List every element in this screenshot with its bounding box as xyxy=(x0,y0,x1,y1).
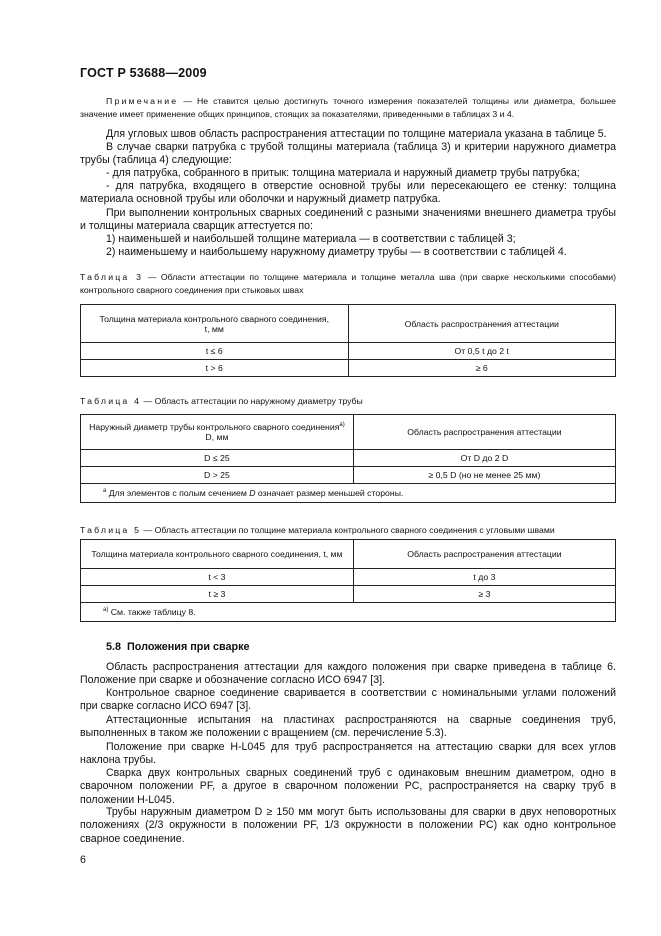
table4-caption: Таблица 4 — Область аттестации по наружному диаметру трубы xyxy=(80,396,363,406)
table-3 xyxy=(80,304,616,377)
paragraph: Контрольное сварное соединение сваривается в соответствии с номинальными углами положений при сварке согласно ИСО 6947 [3]. xyxy=(80,687,616,713)
table3-label: Таблица 3 xyxy=(80,272,144,282)
table3-header-range: Область распространения аттестации xyxy=(348,305,616,343)
paragraph: Аттестационные испытания на пластинах распространяются на сварные соединения труб, выполненных в таком же положении с вращением (см. перечисление 5.3). xyxy=(80,714,616,740)
table-5 xyxy=(80,539,616,622)
page-number: 6 xyxy=(80,854,86,866)
note-paragraph xyxy=(80,95,616,120)
table5-header-thickness: Толщина материала контрольного сварного соединения, t, мм xyxy=(81,540,354,569)
table3-header-thickness: Толщина материала контрольного сварного соединения, t, мм xyxy=(81,305,349,343)
table-row: t ≥ 3 ≥ 3 xyxy=(81,586,616,603)
table-row: t ≤ 6 От 0,5 t до 2 t xyxy=(81,343,616,360)
note-text: — Не ставится целью достигнуть точного измерения показателей толщины или диаметра, большее значение имеет применение общих принципов, стоящих за показателями, приведенными в таблицах 3 и 4. xyxy=(80,96,616,119)
paragraph: Область распространения аттестации для каждого положения при сварке приведена в таблице 6. Положение при сварке и обозначение согласно ИСО 6947 [3]. xyxy=(80,661,616,687)
list-item: 1) наименьшей и наибольшей толщине материала — в соответствии с таблицей 3; xyxy=(106,233,516,245)
list-item: 2) наименьшему и наибольшему наружному диаметру трубы — в соответствии с таблицей 4. xyxy=(106,246,567,258)
paragraph: Положение при сварке H-L045 для труб распространяется на аттестацию сварки для всех углов наклона трубы. xyxy=(80,741,616,767)
table4-header-range: Область распространения аттестации xyxy=(353,415,615,450)
paragraph: При выполнении контрольных сварных соединений с разными значениями внешнего диаметра трубы и толщины материала сварщик аттестуется по: xyxy=(80,207,616,233)
table5-caption: Таблица 5 — Область аттестации по толщине материала контрольного сварного соединения с угловыми швами xyxy=(80,525,555,535)
paragraph: Для угловых швов область распространения аттестации по толщине материала указана в таблице 5. xyxy=(106,128,607,140)
paragraph: Сварка двух контрольных сварных соединений труб с одинаковым внешним диаметром, одно в сварочном положении PF, а другое в сварочном положении PC, распространяется на сварку труб в положении H-L045. xyxy=(80,767,616,806)
document-header: ГОСТ Р 53688—2009 xyxy=(80,66,207,80)
table4-header-diameter: Наружный диаметр трубы контрольного сварного соединения$^{a)}$ D, мм xyxy=(81,415,354,450)
table-footnote: $^{a)}$ См. также таблицу 8. xyxy=(81,603,616,622)
section-heading: 5.8 Положения при сварке xyxy=(106,641,250,653)
note-label: Примечание xyxy=(106,96,179,106)
table4-label: Таблица 4 xyxy=(80,396,142,406)
table-row: t > 6 ≥ 6 xyxy=(81,360,616,377)
table-row: D > 25 ≥ 0,5 D (но не менее 25 мм) xyxy=(81,467,616,484)
list-item: - для патрубка, собранного в притык: толщина материала и наружный диаметр трубы патрубка; xyxy=(106,167,580,179)
paragraph: В случае сварки патрубка с трубой толщины материала (таблица 3) и критерии наружного диаметра трубы (таблица 4) следующие: xyxy=(80,141,616,167)
table3-caption: Таблица 3 — Области аттестации по толщине материала и толщине металла шва (при сварке несколькими способами) контрольного сварного соединения при стыковых швах xyxy=(80,272,616,295)
table-row: D ≤ 25 От D до 2 D xyxy=(81,450,616,467)
table-footnote: $^a$ Для элементов с полым сечением D означает размер меньшей стороны. xyxy=(81,484,616,503)
table-4 xyxy=(80,414,616,503)
list-item: - для патрубка, входящего в отверстие основной трубы или пересекающего ее стенку: толщина материала основной трубы или оболочки и наружный диаметр патрубка. xyxy=(80,180,616,206)
table5-header-range: Область распространения аттестации xyxy=(353,540,615,569)
table5-label: Таблица 5 xyxy=(80,525,142,535)
table-row: t < 3 t до 3 xyxy=(81,569,616,586)
paragraph: Трубы наружным диаметром D ≥ 150 мм могут быть использованы для сварки в двух неповоротных положениях (2/3 окружности в положении PF, 1/3 окружности в положении PC) как одно контрольное сварное соединение. xyxy=(80,806,616,845)
